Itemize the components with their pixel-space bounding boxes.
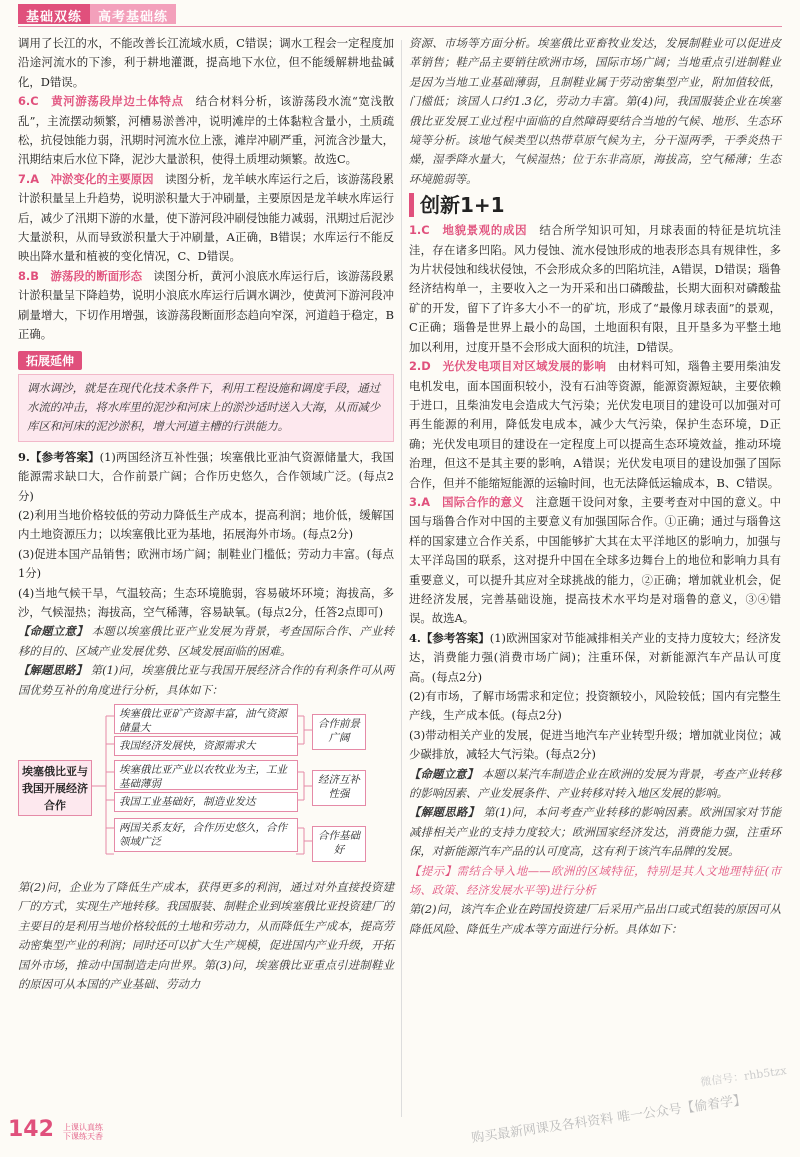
header-left-label: 基础双练 [18, 4, 90, 24]
right-think [409, 803, 781, 861]
left-think [18, 661, 394, 700]
header-right-label: 高考基础练 [90, 4, 176, 24]
n3 [409, 493, 781, 629]
q9-head: 9.【参考答案】 [18, 449, 100, 464]
left-intent [18, 622, 394, 661]
n4-head: 4.【参考答案】 [409, 630, 490, 645]
diagram-main: 埃塞俄比亚与我国开展经济合作 [18, 760, 92, 816]
q8-text: 读图分析，黄河小浪底水库运行后，该游荡段累计淤积量呈下降趋势，说明小浪底水库运行后调水调沙，使黄河下游河段冲刷量增大，下切作用增强，该游荡段断面形态趋向窄深，河道趋于稳定，B正确。 [18, 268, 394, 342]
diagram-box-5: 两国关系友好，合作历史悠久，合作领域广泛 [114, 818, 298, 852]
header [18, 4, 176, 24]
q9 [18, 448, 394, 506]
left-intent-text: 本题以埃塞俄比亚产业发展为背景，考查国际合作、产业转移的目的、区域产业发展优势、区域发展面临的困难。 [18, 624, 394, 658]
left-intent-head: 【命题立意】 [18, 624, 88, 639]
left-column [18, 34, 394, 994]
right-intent [409, 765, 781, 804]
q6-head: 6.C 黄河游荡段岸边土体特点 [18, 94, 184, 109]
q8 [18, 267, 394, 345]
diagram-result-2: 经济互补性强 [312, 770, 366, 806]
q7 [18, 170, 394, 267]
diagram-result-3: 合作基础好 [312, 826, 366, 862]
q9-d: (4)当地气候干旱，气温较高；生态环境脆弱，容易破坏环境；海拔高，多沙，气候湿热；海拔高，空气稀薄，容易缺氧。(每点2分，任答2点即可) [18, 585, 394, 619]
left-q2-analysis: 第(2)问，企业为了降低生产成本，获得更多的利润，通过对外直接投资建厂的方式，实现生产地转移。我国服装、制鞋企业到埃塞俄比亚投资建厂的主要目的是利用当地价格较低的土地和劳动力，从而降低生产成本，提高劳动密集型产业的利润；同时还可以扩大生产规模，促进国内产业升级，开拓国外市场，推动中国制造走向世界。第(3)问，埃塞俄比亚重点引进制鞋业的原因可从本国的产业基础、劳动力 [18, 880, 394, 992]
right-column [409, 34, 781, 939]
n1-head: 1.C 地貌景观的成因 [409, 223, 528, 238]
q6 [18, 92, 394, 170]
header-rule [18, 26, 782, 27]
n3-head: 3.A 国际合作的意义 [409, 494, 524, 509]
q8-head: 8.B 游荡段的断面形态 [18, 268, 143, 283]
right-intent-text: 本题以某汽车制造企业在欧洲的发展为背景，考查产业转移的影响因素、产业发展条件、产业转移对转入地区发展的影响。 [409, 766, 781, 801]
n1 [409, 221, 781, 357]
footer-text [63, 1123, 103, 1141]
right-think-2: 第(2)问，该汽车企业在跨国投资建厂后采用产品出口或式组装的原因可从降低风险、降低生产成本等方面进行分析。具体如下： [409, 902, 781, 936]
n2 [409, 357, 781, 493]
footer-text-1: 上课认真练 [63, 1122, 104, 1132]
extension-title: 拓展延伸 [18, 351, 82, 370]
n3-text: 注意题干设问对象，主要考查对中国的意义。中国与瑙鲁合作对中国的主要意义有加强国际合作。①正确；通过与瑙鲁这样的国家建立合作关系，中国能够扩大其在太平洋地区的影响力，加强与太平洋岛国的联系，这对提升中国在全球多边舞台上的地位和影响力具有重要意义，可以提升其应对全球挑战的能力，②正确；增加就业机会，促进经济发展，完善基础设施，提高技术水平均是对瑙鲁的意义，③④错误。故选A。 [409, 494, 781, 626]
q6-text: 结合材料分析，该游荡段水流“宽浅散乱”，主流摆动频繁，河槽易淤善冲，说明滩岸的土体黏粒含量小，土质疏松，抗侵蚀能力弱，汛期时河流水位上涨，滩岸冲刷严重，河流含沙量大，汛期结束后水位下降，泥沙大量淤积，使得土质埋动频繁。故选C。 [18, 94, 394, 167]
right-intent-head: 【命题立意】 [409, 766, 479, 781]
n1-text: 结合所学知识可知，月球表面的特征是坑坑洼洼，存在诸多凹陷。风力侵蚀、流水侵蚀形成的地表形态具有规律性，多为片状侵蚀和线状侵蚀，不会形成众多的凹陷坑洼，A错误，D错误；瑙鲁经济结构单一，主要收入之一为开采和出口磷酸盐，长期大面积对磷酸盐矿的开发，留下了许多大小不一的矿坑，形成了“最像月球表面”的景观，C正确；瑙鲁是世界上最小的岛国，土地面积有限，且开垦多为平整土地加以利用，过度开垦不会形成大面积的坑洼，D错误。 [409, 223, 781, 354]
n2-text: 由材料可知，瑙鲁主要用柴油发电机发电，面本国面积较小，没有石油等资源，能源资源短缺，主要依赖于进口，且柴油发电会造成大气污染；光伏发电项目的建设可以加强对可再生能源的利用，降低发电成本，减少大气污染，保护生态环境，D正确；光伏发电项目的建设在一定程度上可以提高生态环境效益，推动环境治理，但这不是其主要的影响，A错误；光伏发电项目的建设加强了国际合作，但并不能缩短能源的运输时间，也无法降低运输成本，B、C错误。 [409, 359, 781, 490]
watermark: 购买最新网课及各科资料 唯一公众号【偷着学】 [470, 1092, 748, 1147]
left-think-text: 第(1)问，埃塞俄比亚与我国开展经济合作的有利条件可从两国优势互补的角度进行分析，具体如下： [18, 663, 394, 697]
footer-text-2: 下课练天香 [63, 1131, 104, 1141]
n4-a: (1)欧洲国家对节能减排相关产业的支持力度较大；经济发达，消费能力强(消费市场广阔)；注重环保，对新能源汽车产品认可度高。(每点2分) [409, 630, 781, 684]
right-think-head: 【解题思路】 [409, 805, 480, 820]
left-think-head: 【解题思路】 [18, 663, 87, 678]
diagram-result-1: 合作前景广阔 [312, 714, 366, 750]
q7-head: 7.A 冲淤变化的主要原因 [18, 171, 154, 186]
diagram-box-4: 我国工业基础好，制造业发达 [114, 792, 298, 812]
diagram-box-1: 埃塞俄比亚矿产资源丰富，油气资源储量大 [114, 704, 298, 734]
right-think-text: 第(1)问，本问考查产业转移的影响因素。欧洲国家对节能减排相关产业的支持力度较大；欧洲国家经济发达，消费能力强，注重环保，对新能源汽车产品的认可度高，这有利于该汽车品牌的发展。 [409, 805, 781, 859]
n4-b: (2)有市场，了解市场需求和定位；投资额较小，风险较低；国内有完整生产线，生产成本低。(每点2分) [409, 689, 781, 723]
q9-c: (3)促进本国产品销售；欧洲市场广阔；制鞋业门槛低；劳动力丰富。(每点1分) [18, 546, 394, 581]
diagram-box-3: 埃塞俄比亚产业以农牧业为主，工业基础薄弱 [114, 760, 298, 790]
cooperation-diagram [18, 704, 394, 874]
left-para-0: 调用了长江的水，不能改善长江流域水质，C错误；调水工程会一定程度加沿途河流水的下渗，利于耕地灌溉，提高地下水位，但不能缓解耕地盐碱化，D错误。 [18, 36, 394, 89]
column-divider [401, 40, 402, 1117]
right-para-0: 资源、市场等方面分析。埃塞俄比亚畜牧业发达，发展制鞋业可以促进皮革销售；鞋产品主要销往欧洲市场，国际市场广阔；当地重点引进制鞋业是因为当地工业基础薄弱，且制鞋业属于劳动密集型产业，附加值较低，门槛低；该国人口约1.3亿，劳动力丰富。第(4)问，我国服装企业在埃塞俄比亚发展工业过程中面临的自然障碍要结合当地的气候、地形、生态环境等分析。该地气候类型以热带草原气候为主，分干湿两季，干季炎热干燥，湿季降水量大，气候湿热；位于东非高原，海拔高，空气稀薄；生态环境脆弱等。 [409, 36, 781, 186]
q9-a: (1)两国经济互补性强；埃塞俄比亚油气资源储量大，我国能源需求缺口大，合作前景广阔；合作历史悠久，合作领域广泛。(每点2分) [18, 449, 394, 503]
n4 [409, 629, 781, 687]
right-hint: 【提示】需结合导入地——欧洲的区域特征，特别是其人文地理特征(市场、政策、经济发展水平等)进行分析 [409, 863, 781, 898]
section-title: 创新1+1 [409, 193, 781, 217]
extension-box: 调水调沙，就是在现代化技术条件下，利用工程设施和调度手段，通过水流的冲击，将水库里的泥沙和河床上的淤沙适时送入大海，从而减少库区和河床的泥沙淤积，增大河道主槽的行洪能力。 [18, 374, 394, 442]
n2-head: 2.D 光伏发电项目对区域发展的影响 [409, 359, 607, 374]
page-number: 142 [8, 1117, 54, 1142]
q9-b: (2)利用当地价格较低的劳动力降低生产成本，提高利润；地价低，缓解国内土地资源压力；以埃塞俄比亚为基地，拓展海外市场。(每点2分) [18, 507, 394, 542]
q7-text: 读图分析，龙羊峡水库运行之后，该游荡段累计淤积量呈上升趋势，说明淤积量大于冲刷量，主要原因是龙羊峡水库运行后，减少了汛期下游的水量，使下游河段冲刷侵蚀能力减弱，汛期过后泥沙大量淤积，从而导致淤积量大于冲刷量，A正确，B错误；水库运行不能反映出降水量和植被的变化情况，C、D错误。 [18, 171, 394, 264]
footer [8, 1117, 103, 1142]
diagram-box-2: 我国经济发展快，资源需求大 [114, 736, 298, 756]
watermark-2: 微信号：rhb5tzx [699, 1064, 788, 1089]
n4-c: (3)带动相关产业的发展，促进当地汽车产业转型升级；增加就业岗位；减少碳排放，减轻大气污染。(每点2分) [409, 727, 781, 762]
